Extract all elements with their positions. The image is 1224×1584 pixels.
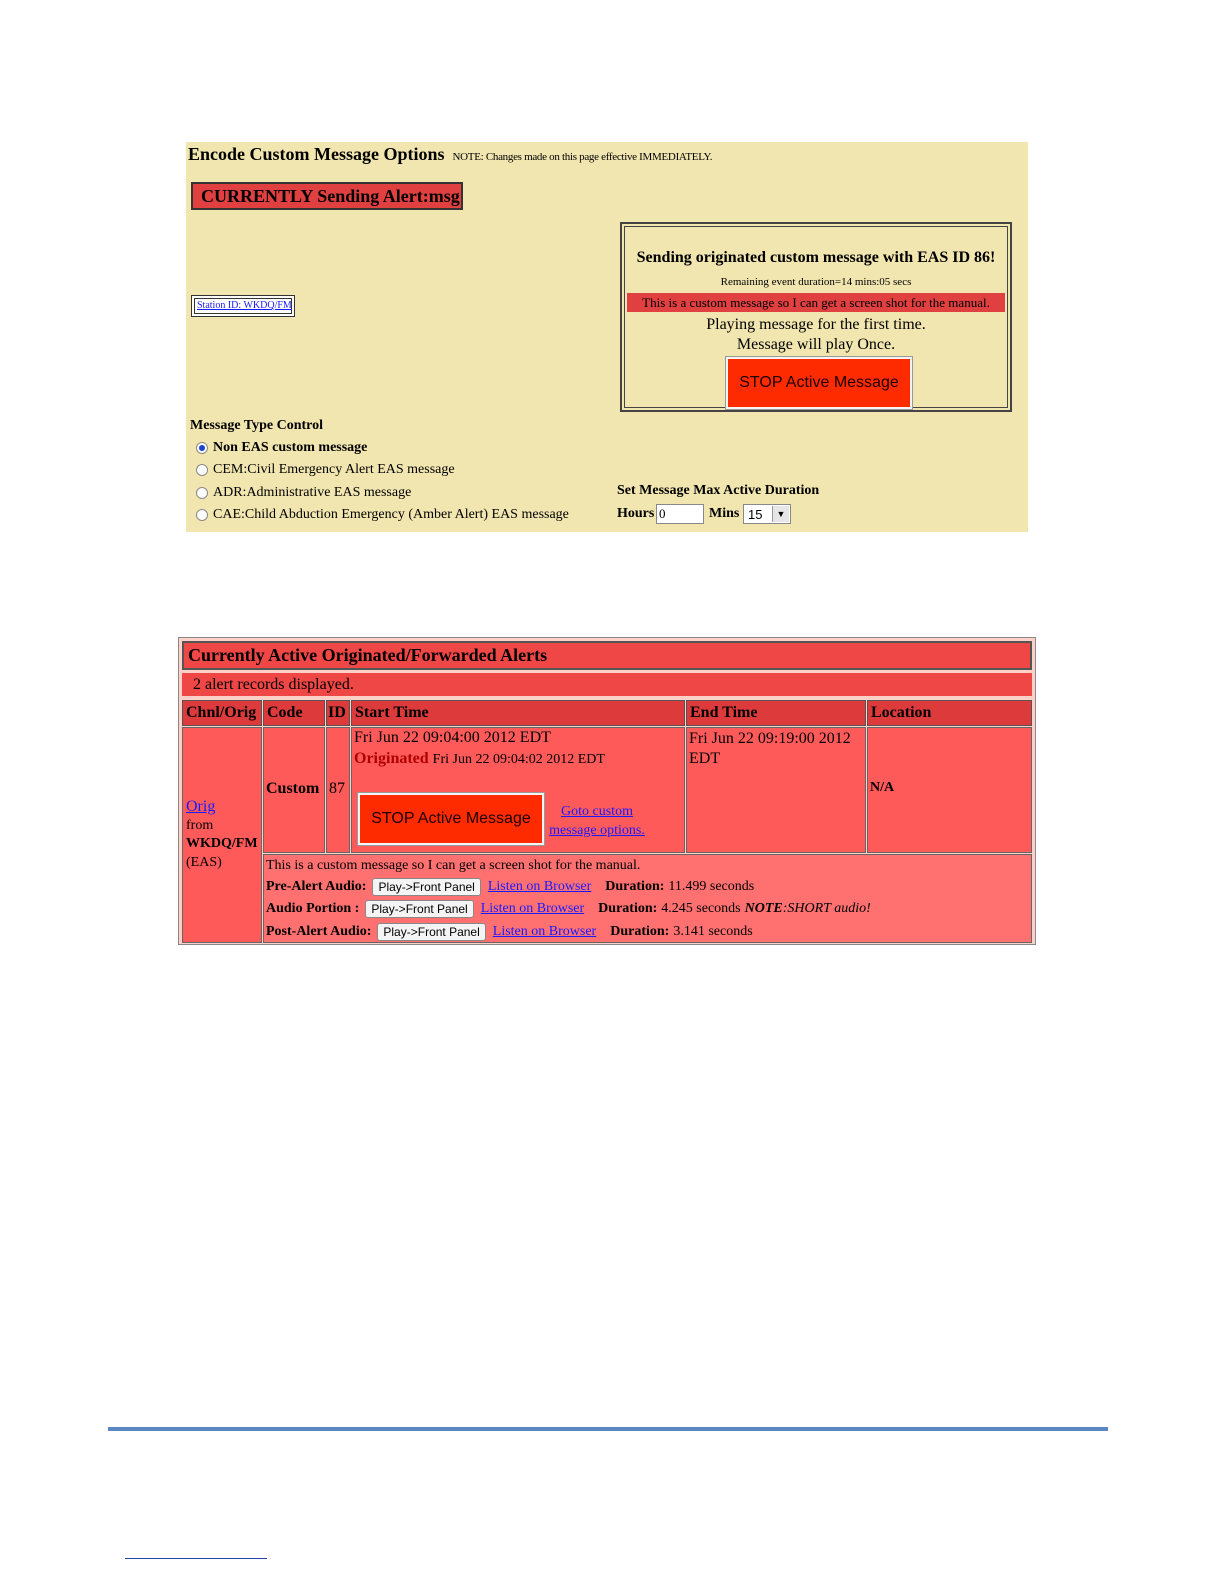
code-value: Custom xyxy=(266,780,320,797)
stop-active-message-button[interactable]: STOP Active Message xyxy=(358,793,544,845)
radio-label: ADR:Administrative EAS message xyxy=(213,485,412,500)
radio-non-eas[interactable] xyxy=(196,440,367,456)
duration-value: 4.245 seconds xyxy=(661,901,741,916)
radio-button[interactable] xyxy=(196,464,208,476)
alerts-panel-title: Currently Active Originated/Forwarded Alerts xyxy=(182,641,1032,670)
footnote-divider xyxy=(125,1558,267,1559)
column-header-start: Start Time xyxy=(351,700,685,726)
duration-label: Duration: xyxy=(598,901,658,916)
radio-cem[interactable] xyxy=(196,462,455,478)
message-type-label: Message Type Control xyxy=(190,418,323,433)
cell-code xyxy=(263,727,325,853)
active-alerts-panel xyxy=(178,637,1036,945)
hours-input[interactable] xyxy=(656,504,704,524)
alert-count: 2 alert records displayed. xyxy=(182,673,1032,696)
station-id-link-text[interactable]: Station ID: WKDQ/FM xyxy=(194,298,292,314)
orig-link[interactable]: Orig xyxy=(186,798,216,815)
mins-select-value[interactable]: 15 xyxy=(748,506,763,522)
originated-label: Originated xyxy=(354,750,429,767)
audio-label: Post-Alert Audio: xyxy=(266,924,372,939)
play-front-panel-button[interactable]: Play->Front Panel xyxy=(372,878,480,896)
end-time-value: Fri Jun 22 09:19:00 2012 EDT xyxy=(689,730,851,767)
footer-divider xyxy=(108,1427,1108,1431)
radio-cae[interactable] xyxy=(196,507,569,523)
radio-label: CAE:Child Abduction Emergency (Amber Alert) EAS message xyxy=(213,507,569,522)
column-header-chnl: Chnl/Orig xyxy=(182,700,262,726)
alert-detail-text: This is a custom message so I can get a screen shot for the manual. xyxy=(266,858,641,873)
pre-alert-audio-row xyxy=(266,878,754,896)
status-title: Sending originated custom message with EAS ID 86! xyxy=(636,249,996,266)
listen-on-browser-link[interactable]: Listen on Browser xyxy=(480,901,585,916)
start-time-value: Fri Jun 22 09:04:00 2012 EDT xyxy=(354,729,551,746)
column-header-code: Code xyxy=(263,700,325,726)
play-front-panel-button[interactable]: Play->Front Panel xyxy=(365,900,473,918)
goto-custom-options-link[interactable]: Goto custom message options. xyxy=(549,804,645,838)
remaining-duration: Remaining event duration=14 mins:05 secs xyxy=(720,276,912,288)
column-header-location: Location xyxy=(867,700,1032,726)
column-header-id: ID xyxy=(326,700,350,726)
audio-label: Pre-Alert Audio: xyxy=(266,879,367,894)
duration-value: 11.499 seconds xyxy=(668,879,755,894)
originated-row xyxy=(354,750,605,768)
panel-title xyxy=(188,144,712,165)
stop-active-message-button[interactable]: STOP Active Message xyxy=(726,357,912,409)
chevron-down-icon[interactable]: ▼ xyxy=(772,506,789,522)
duration-value: 3.141 seconds xyxy=(673,924,753,939)
orig-station: WKDQ/FM xyxy=(186,836,258,851)
radio-adr[interactable] xyxy=(196,485,411,501)
radio-label: CEM:Civil Emergency Alert EAS message xyxy=(213,462,455,477)
sending-status-inner xyxy=(624,226,1008,408)
custom-message-text: This is a custom message so I can get a screen shot for the manual. xyxy=(627,293,1005,312)
cell-end-time xyxy=(686,727,866,853)
note-label: NOTE xyxy=(744,901,783,916)
id-value: 87 xyxy=(329,780,345,797)
playing-status: Playing message for the first time. xyxy=(706,316,926,333)
radio-button[interactable] xyxy=(196,487,208,499)
radio-label: Non EAS custom message xyxy=(213,440,368,455)
play-once-status: Message will play Once. xyxy=(736,336,896,353)
radio-button[interactable] xyxy=(196,442,208,454)
mins-label: Mins xyxy=(709,506,740,521)
sending-status-box xyxy=(620,222,1012,412)
cell-id xyxy=(326,727,350,853)
mins-select[interactable] xyxy=(743,504,791,524)
encode-custom-message-panel xyxy=(186,142,1028,532)
cell-chnl-orig xyxy=(182,727,262,943)
listen-on-browser-link[interactable]: Listen on Browser xyxy=(492,924,597,939)
listen-on-browser-link[interactable]: Listen on Browser xyxy=(487,879,592,894)
radio-button[interactable] xyxy=(196,509,208,521)
originated-time: Fri Jun 22 09:04:02 2012 EDT xyxy=(432,752,605,767)
cell-location xyxy=(867,727,1032,853)
max-duration-label: Set Message Max Active Duration xyxy=(617,483,820,498)
location-value: N/A xyxy=(870,780,895,795)
orig-eas: (EAS) xyxy=(186,855,222,870)
sending-alert-badge: CURRENTLY Sending Alert:msg xyxy=(191,182,463,210)
station-id-link[interactable] xyxy=(191,295,295,317)
post-alert-audio-row xyxy=(266,923,753,941)
hours-label: Hours xyxy=(617,506,655,521)
panel-title-text: Encode Custom Message Options xyxy=(188,144,445,164)
cell-alert-detail xyxy=(263,854,1032,943)
play-front-panel-button[interactable]: Play->Front Panel xyxy=(377,923,485,941)
column-header-end: End Time xyxy=(686,700,866,726)
duration-label: Duration: xyxy=(610,924,670,939)
cell-start-time xyxy=(351,727,685,853)
orig-from: from xyxy=(186,818,214,833)
note-text: :SHORT audio! xyxy=(782,901,871,916)
audio-label: Audio Portion : xyxy=(266,901,360,916)
panel-note: NOTE: Changes made on this page effective IMMEDIATELY. xyxy=(452,151,713,163)
duration-label: Duration: xyxy=(605,879,665,894)
audio-portion-row xyxy=(266,900,871,918)
